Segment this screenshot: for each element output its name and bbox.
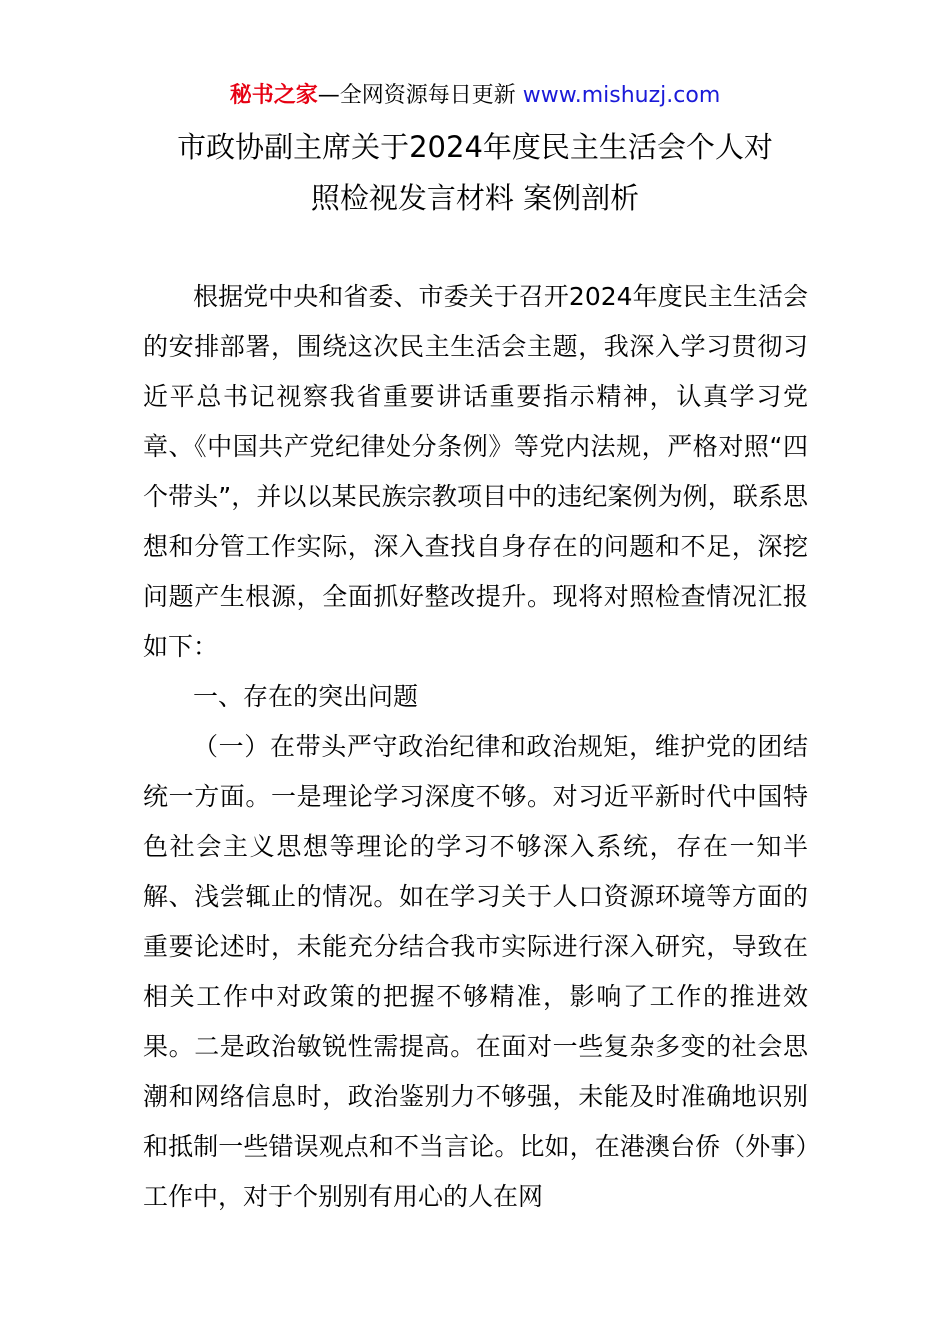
section-heading: 一、存在的突出问题: [193, 682, 419, 711]
title-line-2: 照检视发言材料 案例剖析: [310, 181, 640, 215]
site-header: [0, 78, 950, 114]
intro-paragraph: 根据党中央和省委、市委关于召开2024年度民主生活会的安排部署，围绕这次民主生活会主题，我深入学习贯彻习近平总书记视察我省重要讲话重要指示精神，认真学习党章、《中国共产党纪律处分条例》等党内法规，严格对照“四个带头”，并以以某民族宗教项目中的违纪案例为例，联系思想和分管工作实际，深入查找自身存在的问题和不足，深挖问题产生根源，全面抓好整改提升。现将对照检查情况汇报如下：: [143, 282, 808, 661]
body-paragraph: （一）在带头严守政治纪律和政治规矩，维护党的团结统一方面。一是理论学习深度不够。对习近平新时代中国特色社会主义思想等理论的学习不够深入系统，存在一知半解、浅尝辄止的情况。如在学习关于人口资源环境等方面的重要论述时，未能充分结合我市实际进行深入研究，导致在相关工作中对政策的把握不够精准，影响了工作的推进效果。二是政治敏锐性需提高。在面对一些复杂多变的社会思潮和网络信息时，政治鉴别力不够强，未能及时准确地识别和抵制一些错误观点和不当言论。比如，在港澳台侨（外事）工作中，对于个别别有用心的人在网: [143, 732, 808, 1211]
title-line-1: 市政协副主席关于2024年度民主生活会个人对: [177, 130, 773, 164]
brand-name: 秘书之家: [229, 83, 318, 108]
document-body: [143, 272, 808, 1222]
document-title: [100, 122, 850, 224]
site-url-link[interactable]: www.mishuzj.com: [522, 83, 721, 108]
header-tagline: —全网资源每日更新: [317, 83, 516, 108]
